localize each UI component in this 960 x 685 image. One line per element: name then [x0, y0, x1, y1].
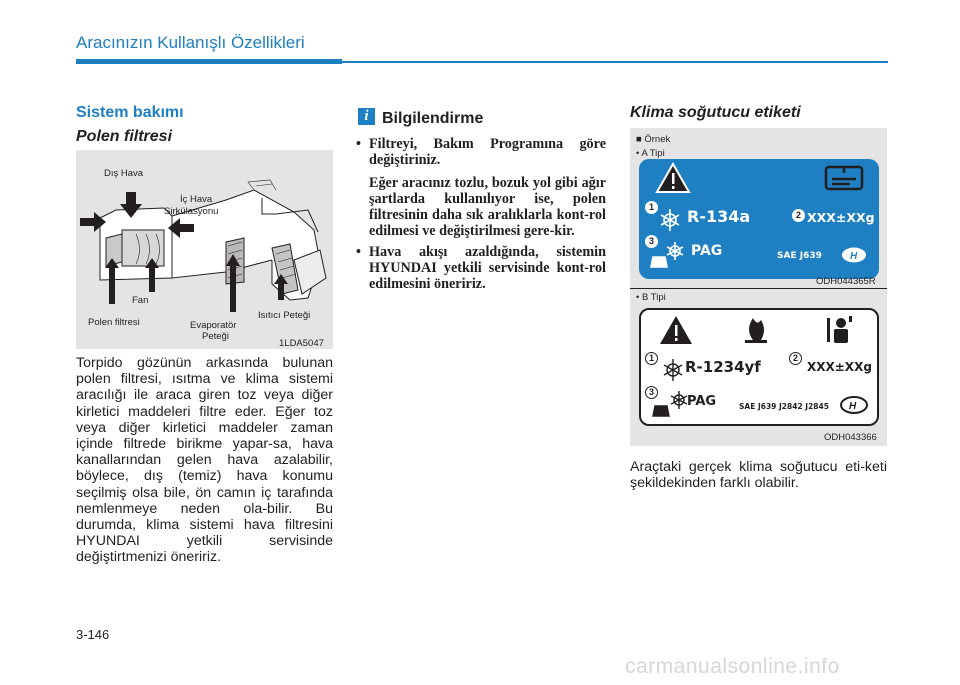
header-rule	[342, 61, 888, 63]
pollen-filter-description: Torpido gözünün arkasında bulunan polen filtresi, ısıtma ve klima sistemi aracılığı ile araca giren toz veya diğer kirletici maddeleri filtre eder. Eğer toz veya diğer kirletici maddeler zaman içinde filtrede birikme yapar-sa, hava kanallarından gelen hava azalabilir, böylece, dış (temiz) hava konumu seçilmiş olsa bile, ön camın iç tarafında nemlenmeye neden ola-bilir. Bu durumda, klima sistemi hava filtresini HYUNDAI yetkili servisinde değiştirtmenizi öneririz.	[76, 355, 333, 566]
label-fan: Fan	[132, 295, 149, 306]
svg-text:H: H	[850, 251, 858, 262]
header-bar	[76, 59, 342, 64]
type-a-label: • A Tipi	[636, 148, 665, 159]
sae-standard: SAE J639 J2842 J2845	[739, 402, 829, 411]
divider	[630, 288, 887, 289]
refrigerant-label-b	[639, 308, 879, 426]
refrigerant-label-a	[639, 159, 879, 279]
oil-type: PAG	[687, 394, 717, 409]
marker-1: 1	[645, 352, 658, 365]
page-number: 3-146	[76, 627, 110, 642]
refrigerant-type: R-134a	[687, 207, 751, 226]
marker-2: 2	[792, 209, 805, 222]
marker-3: 3	[645, 235, 658, 248]
oil-type: PAG	[691, 243, 723, 259]
figure-code: 1LDA5047	[279, 338, 324, 349]
label-b-code: ODH043366	[824, 432, 877, 443]
list-item-text: Hava akışı azaldığında, sistemin HYUNDAI yetkili servisinde kont-rol edilmesini öneririz.	[369, 243, 606, 293]
list-item-extra: Eğer aracınız tozlu, bozuk yol gibi ağır şartlarda kullanılıyor ise, polen filtresinin daha sık aralıklarla kont-rol edilmesi ve değiştirilmesi gere-kir.	[369, 174, 606, 240]
info-title: Bilgilendirme	[382, 110, 484, 127]
pollen-filter-figure	[76, 150, 333, 349]
refrigerant-amount: XXX±XXg	[807, 360, 872, 374]
subtitle-pollen-filter: Polen filtresi	[76, 128, 173, 145]
svg-text:H: H	[849, 401, 857, 412]
label-a-code: ODH044365R	[816, 276, 876, 287]
technician-icon	[827, 316, 852, 343]
sae-standard: SAE J639	[777, 251, 822, 261]
bullet: •	[356, 243, 361, 260]
list-item-text: Filtreyi, Bakım Programına göre değiştiriniz.	[369, 136, 606, 169]
marker-2: 2	[789, 352, 802, 365]
flame-icon	[749, 318, 764, 340]
refrigerant-type: R-1234yf	[685, 358, 761, 376]
refrigerant-amount: XXX±XXg	[807, 210, 875, 225]
label-inside-air: İç Hava	[180, 194, 213, 205]
refrigerant-symbol-icon	[661, 209, 679, 231]
label-evaporator-core: Peteği	[202, 331, 229, 342]
label-heater-core: Isıtıcı Peteği	[258, 310, 311, 321]
list-item	[356, 136, 606, 240]
info-list	[356, 136, 606, 293]
watermark-url: carmanualsonline.info	[625, 655, 840, 678]
info-icon: i	[358, 108, 375, 125]
header-title: Aracınızın Kullanışlı Özellikleri	[76, 33, 305, 52]
label-recirculation: Sirkülasyonu	[164, 206, 219, 217]
refrigerant-symbol-icon	[664, 359, 682, 381]
marker-1: 1	[645, 201, 658, 214]
subtitle-ac-label: Klima soğutucu etiketi	[630, 104, 801, 121]
type-b-label: • B Tipi	[636, 292, 666, 303]
label-pollen-filter: Polen filtresi	[88, 317, 140, 328]
label-note: Araçtaki gerçek klima soğutucu eti-keti şekildekinden farklı olabilir.	[630, 459, 887, 492]
list-item	[356, 244, 606, 293]
label-evaporator: Evaporatör	[190, 320, 237, 331]
example-note: ■ Örnek	[636, 134, 671, 145]
oil-symbol-icon	[653, 391, 687, 416]
label-outside-air: Dış Hava	[104, 168, 144, 179]
section-title: Sistem bakımı	[76, 104, 184, 121]
ac-label-figure	[630, 128, 887, 446]
bullet: •	[356, 136, 361, 152]
marker-3: 3	[645, 386, 658, 399]
